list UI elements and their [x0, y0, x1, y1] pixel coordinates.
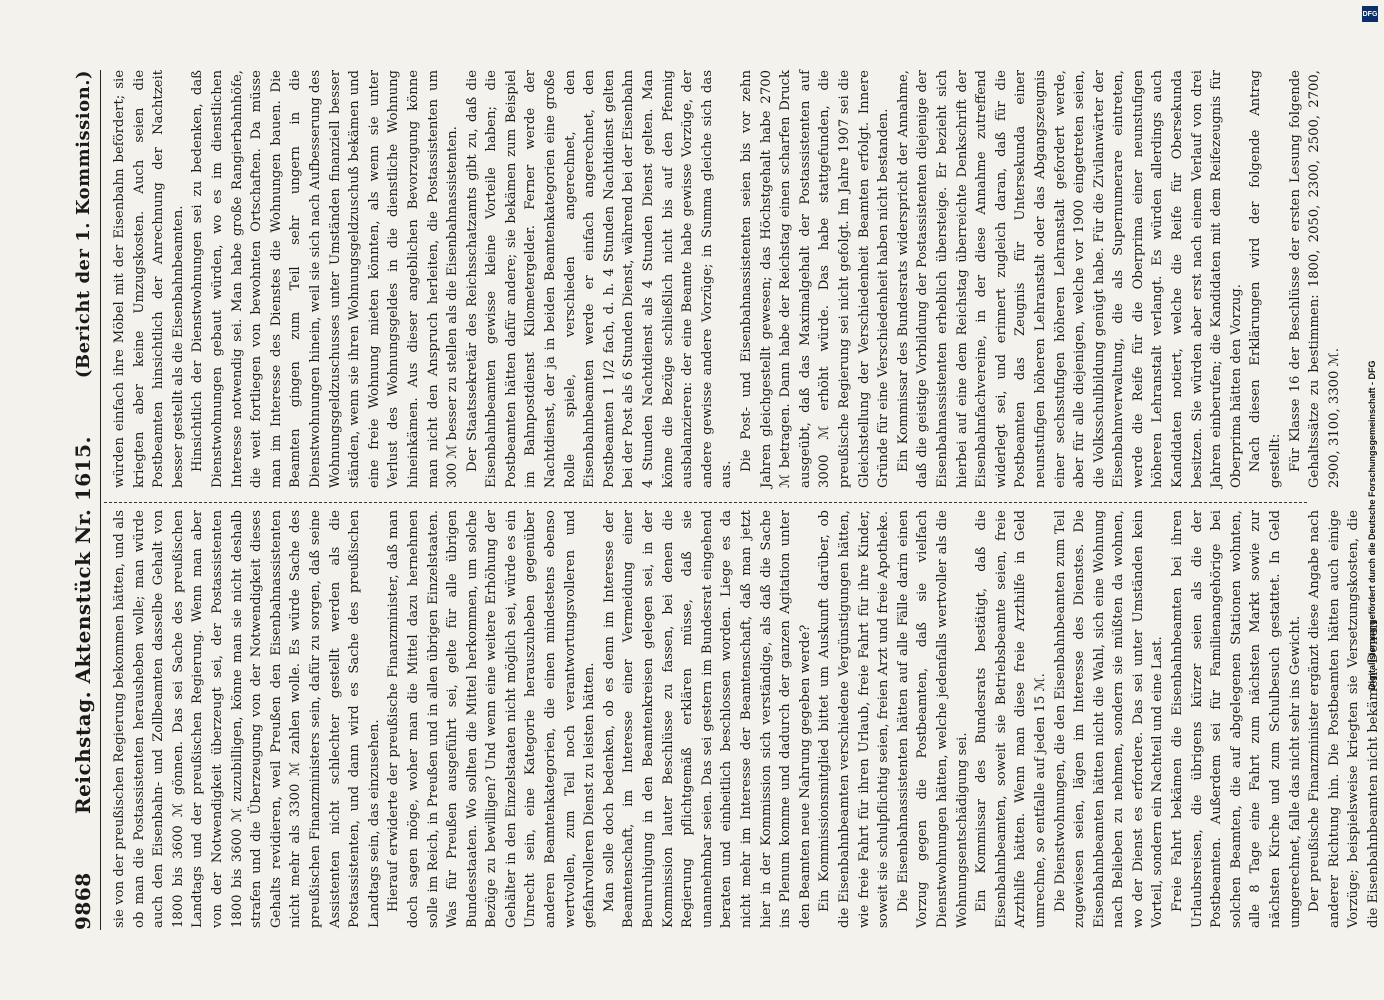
page-header	[68, 70, 98, 930]
paragraph: Die Dienstwohnungen, die den Eisenbahnbeamten zum Teil zugewiesen seien, lägen im Interesse des Dienstes. Die Eisenbahnbeamten hätten nicht die Wahl, sich eine Wohnung nach Belieben zu nehmen, sondern sie müßten da wohnen, wo der Dienst es erfordere. Das sei unter Umständen kein Vorteil, sondern ein Nachteil und eine Last.	[1052, 510, 1166, 928]
header-rule	[100, 70, 101, 930]
paragraph: Für Klasse 16 der Beschlüsse der ersten Lesung folgende Gehaltssätze zu bestimmen: 1800, 2050, 2300, 2500, 2700, 2900, 3100, 3300 ℳ.	[1287, 70, 1342, 488]
right-column	[110, 70, 1342, 488]
paragraph: Die Post- und Eisenbahnassistenten seien bis vor zehn Jahren gleichgestellt gewesen; das Höchstgehalt habe 2700 ℳ betragen. Dann habe der Reichstag einen scharfen Druck ausgeübt, daß das Maximalgehalt der Postassistenten auf 3000 ℳ erhöht würde. Das habe stattgefunden, die preußische Regierung sei nicht gefolgt. Im Jahre 1907 sei die Gleichstellung der Verschiedenheit Beamten erfolgt. Innere Gründe für eine Verschiedenheit haben nicht bestanden.	[739, 70, 892, 488]
paragraph: Ein Kommissionsmitglied bittet um Auskunft darüber, ob die Eisenbahnbeamten verschiedene Vergünstigungen hätten, wie freie Fahrt für ihren Urlaub, freie Fahrt für ihre Kinder, soweit sie schulpflichtig seien, freien Arzt und freie Apotheke.	[817, 510, 892, 928]
page-title: Reichstag. Aktenstück Nr. 1615.	[71, 436, 95, 814]
paragraph: Ein Kommissar des Bundesrats bestätigt, daß die Eisenbahnbeamten, soweit sie Betriebsbeamte seien, freie Arzthilfe hätten. Wenn man diese freie Arzthilfe in Geld umrechne, so entfalle auf jeden 15 ℳ.	[974, 510, 1048, 928]
paragraph: würden einfach ihre Möbel mit der Eisenbahn befördert; sie kriegten aber keine Umzugskosten. Auch seien die Postbeamten hinsichtlich der Anrechnung der Nachtzeit besser gestellt als die Eisenbahnbeamten.	[112, 70, 186, 488]
paragraph: Der Staatssekretär des Reichsschatzamts gibt zu, daß die Eisenbahnbeamten gewisse kleine Vorteile haben; die Postbeamten hätten dafür andere; sie bekämen zum Beispiel im Bahnpostdienst Kilometergelder. Ferner werde der Nachtdienst, der ja in beiden Beamtenkategorien eine große Rolle spiele, verschieden angerechnet, den Eisenbahnbeamten werde er einfach angerechnet, den Postbeamten 1 1/2 fach, d. h. 4 Stunden Nachtdienst gelten bei der Post als 6 Stunden Dienst, während bei der Eisenbahn 4 Stunden Nachtdienst als 4 Stunden Dienst gelten. Man könne die Bezüge schließlich nicht bis auf den Pfennig ausbalanzieren: der eine Beamte habe gewisse Vorzüge, der andere gewisse andere Vorzüge; in Summa gleiche sich das aus.	[464, 70, 735, 488]
paragraph: Hinsichtlich der Dienstwohnungen sei zu bedenken, daß Dienstwohnungen gebaut würden, wo es im dienstlichen Interesse notwendig sei. Man habe große Rangierbahnhöfe, die weit fortliegen von bewohnten Ortschaften. Da müsse man im Interesse des Dienstes die Wohnungen bauen. Die Beamten gingen zum Teil sehr ungern in die Dienstwohnungen hinein, weil sie sich nach Aufbesserung des Wohnungsgeldzuschusses unter Umständen finanziell besser ständen, wenn sie ihren Wohnungsgeldzuschuß bekämen und eine freie Wohnung mieten könnten, als wenn sie unter Verlust des Wohnungsgeldes in die dienstliche Wohnung hineinkämen. Aus dieser angeblichen Bevorzugung könne man nicht den Anspruch herleiten, die Postassistenten um 300 ℳ besser zu stellen als die Eisenbahnassistenten.	[190, 70, 461, 488]
column-divider	[104, 502, 1307, 503]
paragraph: Der preußische Finanzminister ergänzt diese Angabe nach anderer Richtung hin. Die Postbeamten hätten auch einige Vorzüge; beispielsweise kriegten sie Versetzungskosten, die die Eisenbahnbeamten nicht bekämen. Denen	[1307, 510, 1381, 928]
dfg-logo: DFG	[1362, 6, 1378, 22]
credit-text: Digitalisierung gefördert durch die Deutsche Forschungsgemeinschaft - DFG	[1367, 360, 1377, 690]
paragraph: Ein Kommissar des Bundesrats widerspricht der Annahme, daß die geistige Vorbildung der Postassistenten diejenige der Eisenbahnassistenten erheblich übersteige. Er bezieht sich hierbei auf eine dem Reichstag überreichte Denkschrift der Eisenbahnfachvereine, in der diese Annahme zutreffend widerlegt sei, und erinnert zugleich daran, daß für die Postbeamten das Zeugnis für Untersekunda einer neunstufigen höheren Lehranstalt oder das Abgangszeugnis einer sechsstufigen höheren Lehranstalt gefordert werde, aber für alle diejenigen, welche vor 1900 eingetreten seien, die Volksschulbildung genügt habe. Für die Zivilanwärter der Eisenbahnverwaltung, die als Supernumerare eintreten, werde die Reife für die Oberprima einer neunstufigen höheren Lehranstalt verlangt. Es würden allerdings auch Kandidaten notiert, welche die Reife für Obersekunda besitzen. Sie würden aber erst nach einem Verlauf von drei Jahren einberufen; die Kandidaten mit dem Reifezeugnis für Oberprima hätten den Vorzug.	[895, 70, 1244, 488]
digitization-credit	[1367, 30, 1377, 690]
paragraph: Man solle doch bedenken, ob es denn im Interesse der Beamtenschaft, im Interesse einer Vermeidung einer Beunruhigung in den Beamtenkreisen gelegen sei, in der Kommission lauter Beschlüsse zu fassen, bei denen die Regierung pflichtgemäß erklären müsse, daß sie unannehmbar seien. Das sei gestern im Bundesrat eingehend beraten und einheitlich beschlossen worden. Liege es da nicht mehr im Interesse der Beamtenschaft, daß man jetzt hier in der Kommission sich verständige, als daß die Sache ins Plenum komme und dadurch der ganzen Agitation unter den Beamten neue Nahrung gegeben werde?	[601, 510, 813, 928]
paragraph: Hierauf erwiderte der preußische Finanzminister, daß man doch sagen möge, woher man die Mittel dazu hernehmen solle im Reich, in Preußen und in allen übrigen Einzelstaaten. Was für Preußen ausgeführt sei, gelte für alle übrigen Bundesstaaten. Wo sollten die Mittel herkommen, um solche Bezüge zu bewilligen? Und wenn eine weitere Erhöhung der Gehälter in den Einzelstaaten nicht möglich sei, würde es ein Unrecht sein, eine Kategorie herauszuheben gegenüber anderen Beamtenkategorien, die einen mindestens ebenso wertvollen, zum Teil noch verantwortungsvolleren und gefahrvolleren Dienst zu leisten hätten.	[386, 510, 598, 928]
paragraph: Die Eisenbahnassistenten hätten auf alle Fälle darin einen Vorzug gegen die Postbeamten, daß sie vielfach Dienstwohnungen hätten, welche jedenfalls wertvoller als die Wohnungsentschädigung sei.	[895, 510, 970, 928]
paragraph: Nach diesen Erklärungen wird der folgende Antrag gestellt:	[1248, 70, 1284, 488]
page-number: 9868	[71, 872, 95, 930]
paragraph: Freie Fahrt bekämen die Eisenbahnbeamten bei ihren Urlaubsreisen, die übrigens kürzer seien als die der Postbeamten. Außerdem sei für Familienangehörige bei solchen Beamten, die auf abgelegenen Stationen wohnten, alle 8 Tage eine Fahrt zum nächsten Markt sowie zur nächsten Kirche und zum Schulbesuch gestattet. In Geld umgerechnet, falle das nicht sehr ins Gewicht.	[1170, 510, 1303, 928]
report-label: (Bericht der 1. Kommission.)	[72, 70, 94, 379]
paragraph: sie von der preußischen Regierung bekommen hätten, und als ob man die Postassistenten herausheben wolle; man würde auch den Eisenbahn- und Zollbeamten dasselbe Gehalt von 1800 bis 3600 ℳ gönnen. Das sei Sache des preußischen Landtags und der preußischen Regierung. Wenn man aber von der Notwendigkeit überzeugt sei, der Postassistenten 1800 bis 3600 ℳ zuzubilligen, könne man sie nicht deshalb strafen und die Überzeugung von der Notwendigkeit dieses Gehalts revidieren, weil Preußen den Eisenbahnassistenten nicht mehr als 3300 ℳ zahlen wolle. Es würde Sache des preußischen Finanzministers sein, dafür zu sorgen, daß seine Assistenten nicht schlechter gestellt werden als die Postassistenten, und dann wird es Sache des preußischen Landtags sein, das einzusehen.	[112, 510, 382, 928]
